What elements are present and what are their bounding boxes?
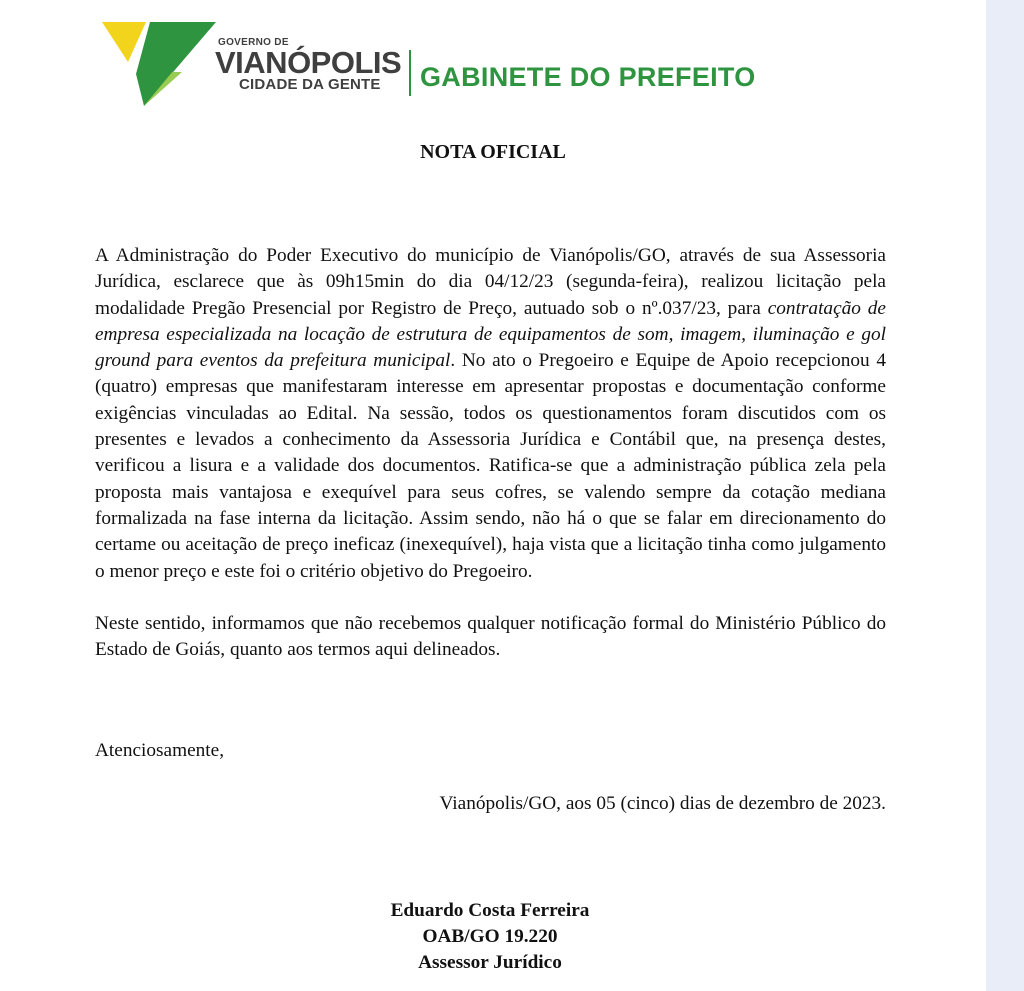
- viewer-side-strip: [986, 0, 1024, 991]
- signer-name: Eduardo Costa Ferreira: [390, 900, 590, 921]
- document-body: [95, 243, 886, 663]
- document-title: NOTA OFICIAL: [420, 141, 566, 163]
- signature-block: [290, 898, 690, 976]
- paragraph-2: Neste sentido, informamos que não recebemos qualquer notificação formal do Ministério Público do Estado de Goiás, quanto aos termos aqui delineados.: [95, 612, 886, 661]
- government-label: GOVERNO DE: [218, 37, 289, 48]
- signer-role: Assessor Jurídico: [418, 952, 562, 973]
- paragraph-1: [95, 243, 886, 585]
- closing-salutation: Atenciosamente,: [95, 740, 225, 761]
- paragraph-1-italic-object: contratação de empresa especializada na locação de estrutura de equipamentos de som, imagem, iluminação e gol ground para eventos da prefeitura municipal: [95, 297, 886, 372]
- letterhead: [100, 18, 780, 110]
- city-slogan: CIDADE DA GENTE: [239, 76, 381, 93]
- signer-registration: OAB/GO 19.220: [422, 926, 558, 947]
- paragraph-1-text-after: . No ato o Pregoeiro e Equipe de Apoio recepcionou 4 (quatro) empresas que manifestaram interesse em apresentar propostas e documentação conforme exigências vinculadas ao Edital. Na sessão, todos os questionamentos foram discutidos com os presentes e levados a conhecimento da Assessoria Jurídica e Contábil que, na presença destes, verificou a lisura e a validade dos documentos. Ratifica-se que a administração pública zela pela proposta mais vantajosa e exequível para seus cofres, se valendo sempre da cotação mediana formalizada na fase interna da licitação. Assim sendo, não há o que se falar em direcionamento do certame ou aceitação de preço ineficaz (inexequível), haja vista que a licitação tinha como julgamento o menor preço e este foi o critério objetivo do Pregoeiro.: [95, 350, 886, 582]
- place-and-date: Vianópolis/GO, aos 05 (cinco) dias de dezembro de 2023.: [439, 793, 886, 814]
- office-name: GABINETE DO PREFEITO: [420, 62, 756, 92]
- vianopolis-logo-mark: [100, 18, 218, 108]
- paragraph-1-text-before: A Administração do Poder Executivo do município de Vianópolis/GO, através de sua Assessoria Jurídica, esclarece que às 09h15min do dia 04/12/23 (segunda-feira), realizou licitação pela modalidade Pregão Presencial por Registro de Preço, autuado sob o nº.037/23, para: [95, 245, 886, 319]
- city-name: VIANÓPOLIS: [215, 45, 402, 80]
- header-divider: [409, 50, 411, 96]
